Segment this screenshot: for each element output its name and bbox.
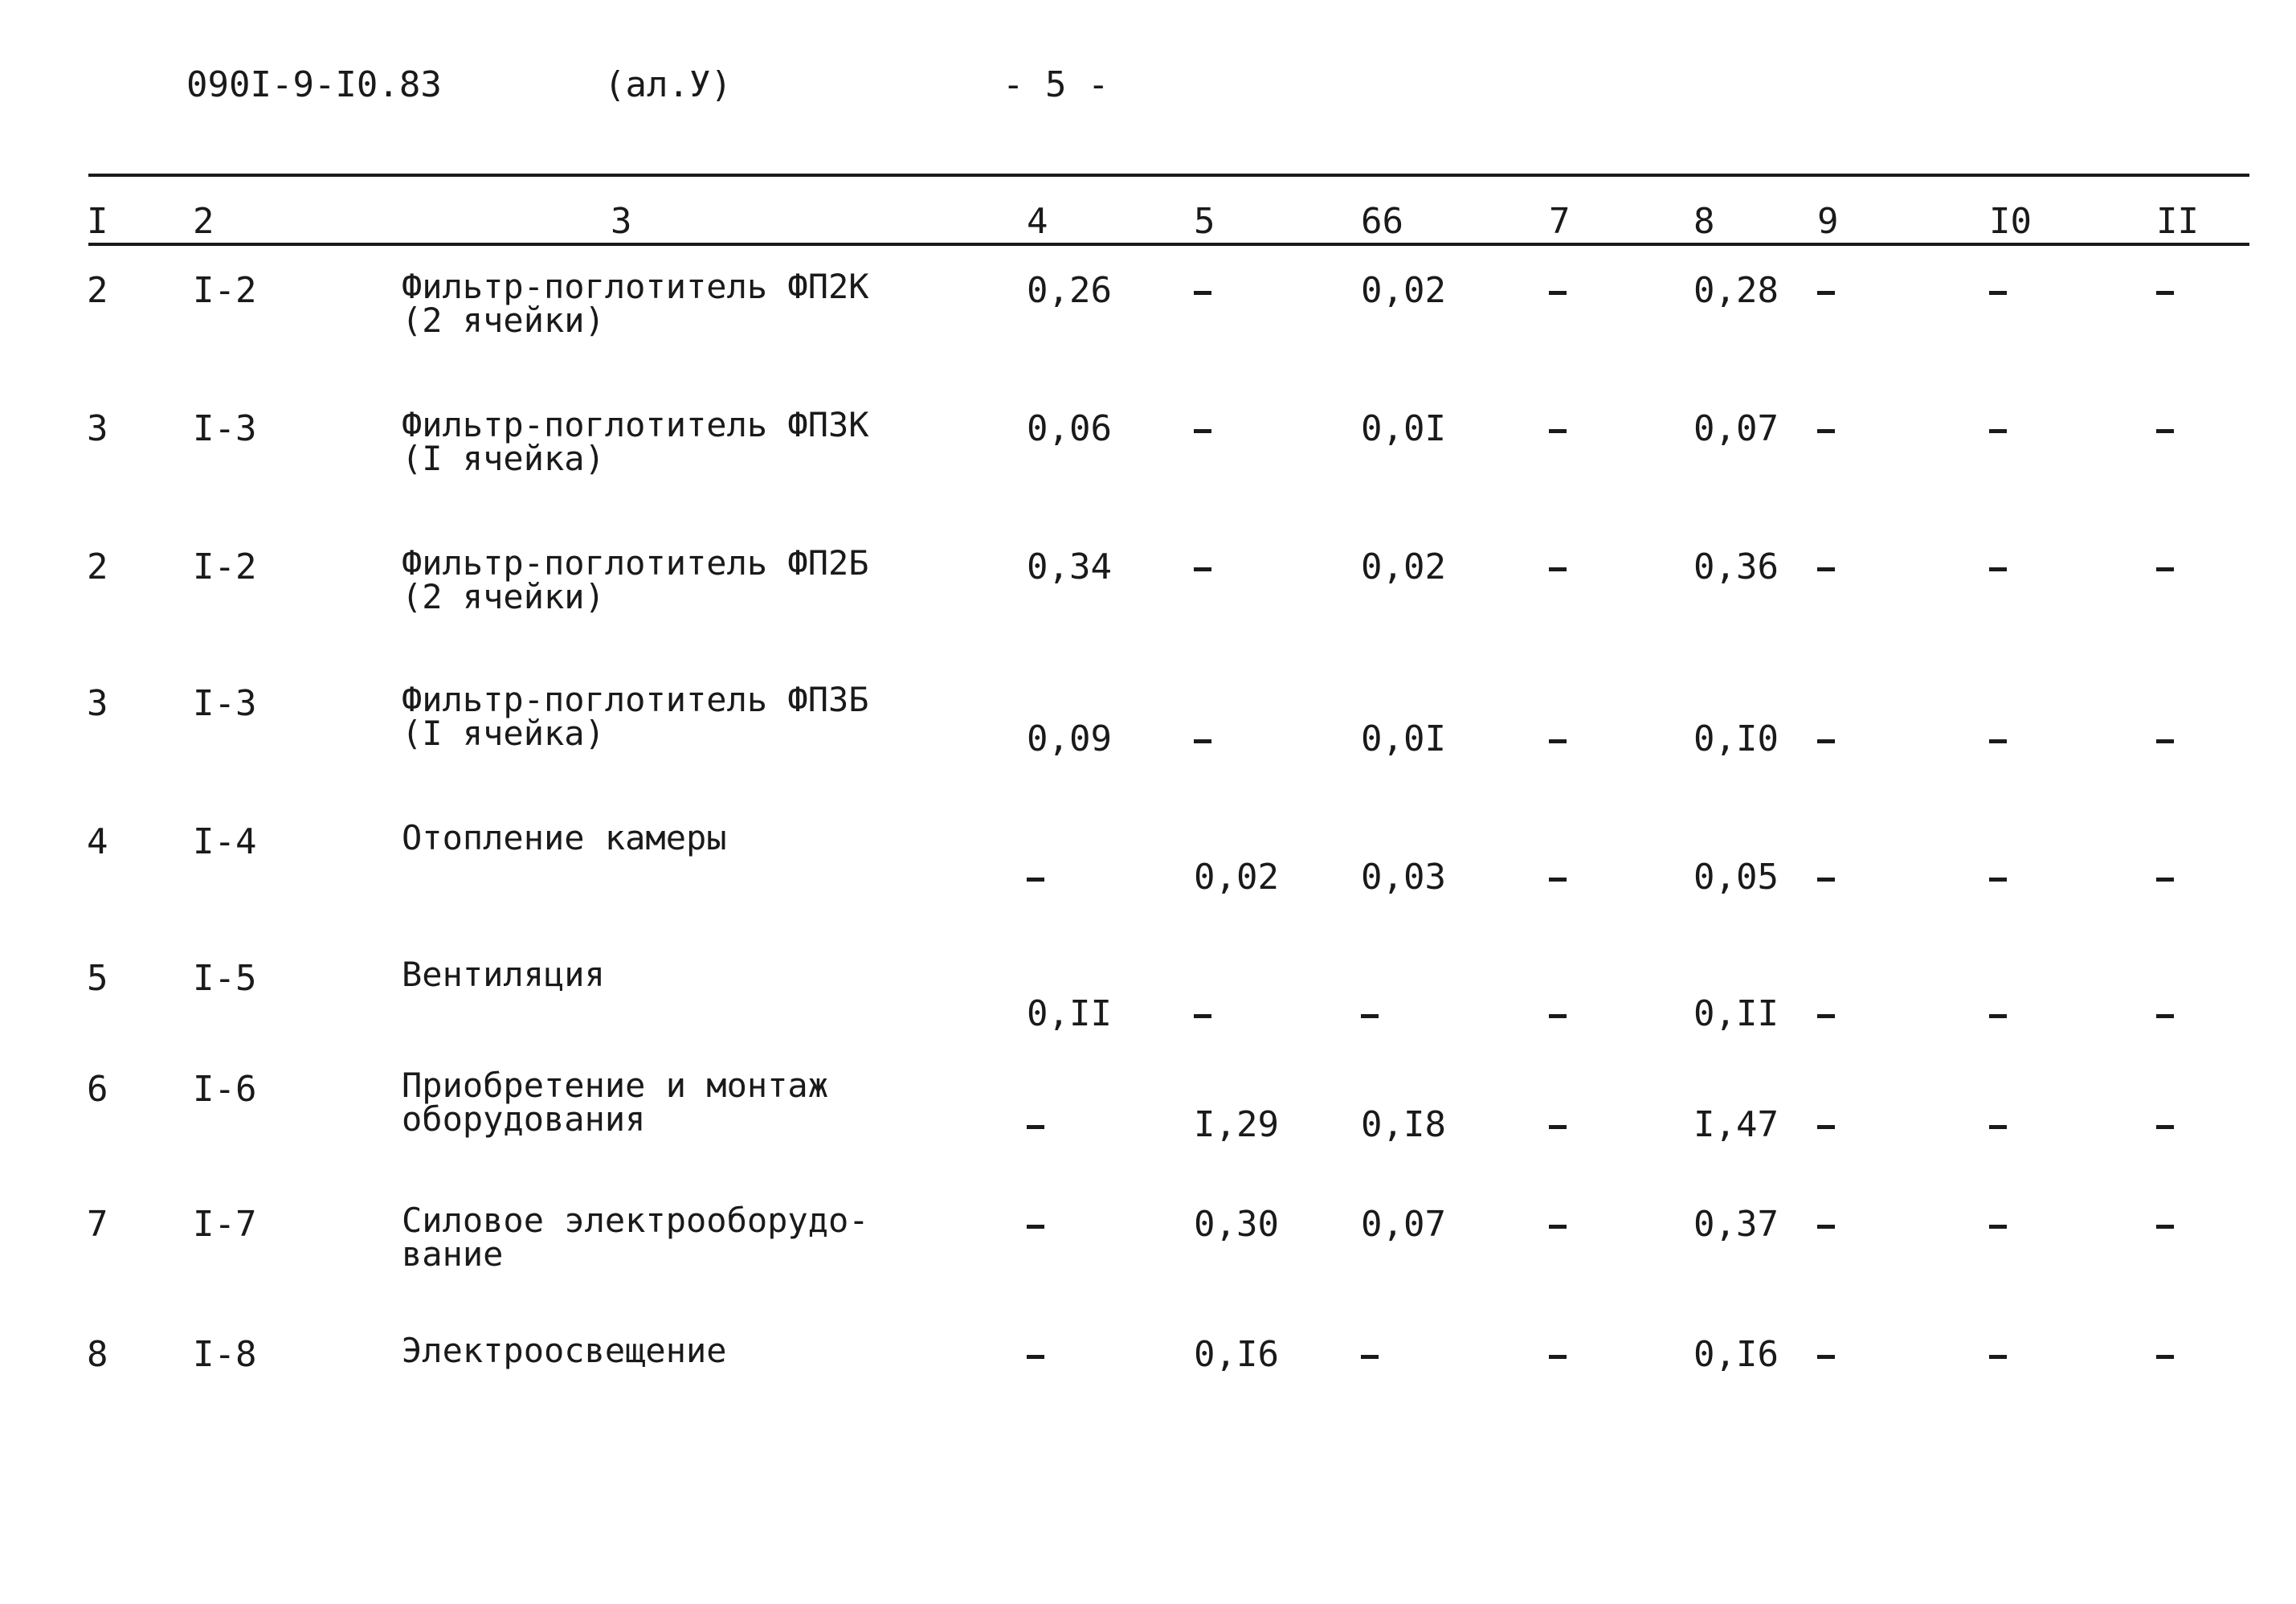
value-col-4 (1027, 1337, 1044, 1373)
description-line: (I ячейка) (402, 439, 605, 478)
dash-mark (1549, 1125, 1567, 1129)
description-line: (2 ячейки) (402, 577, 605, 616)
value-col-6: 0,0I (1361, 718, 1446, 759)
value-col-4: 0,09 (1027, 718, 1112, 759)
row-code: I-2 (193, 546, 257, 587)
value-col-8: 0,II (1693, 993, 1779, 1034)
value-col-6: 0,03 (1361, 857, 1446, 898)
row-code: I-8 (193, 1334, 257, 1375)
document-code: 090I-9-I0.83 (186, 64, 442, 105)
value-col-8: I,47 (1693, 1104, 1779, 1145)
dash-mark (1989, 567, 2007, 571)
value-col-5: 0,02 (1194, 857, 1279, 898)
value-col-6: 0,I8 (1361, 1104, 1446, 1145)
value-col-10 (1989, 996, 2007, 1032)
value-col-11 (2156, 273, 2174, 309)
dash-mark (2156, 567, 2174, 571)
row-number: 3 (87, 408, 108, 449)
row-description (402, 1331, 727, 1370)
dash-mark (1989, 878, 2007, 882)
value-col-11 (2156, 1337, 2174, 1373)
row-number: 5 (87, 958, 108, 999)
description-line: Фильтр-поглотитель ФП3К (402, 405, 869, 444)
dash-mark (1817, 739, 1835, 743)
value-col-8: 0,28 (1693, 270, 1779, 311)
dash-mark (1549, 1225, 1567, 1229)
value-col-9 (1817, 996, 1835, 1032)
value-col-6: 0,07 (1361, 1204, 1446, 1245)
dash-mark (1989, 1225, 2007, 1229)
description-line: оборудования (402, 1099, 646, 1139)
value-col-4: 0,II (1027, 993, 1112, 1034)
value-col-11 (2156, 996, 2174, 1032)
value-col-7 (1549, 996, 1567, 1032)
value-col-5 (1194, 722, 1211, 757)
dash-mark (1817, 1014, 1835, 1018)
value-col-4: 0,34 (1027, 546, 1112, 587)
column-header-2: 2 (193, 201, 214, 242)
column-header-10: I0 (1989, 201, 2032, 242)
value-col-7 (1549, 1207, 1567, 1242)
row-code: I-5 (193, 958, 257, 999)
value-col-4: 0,06 (1027, 408, 1112, 449)
value-col-5: I,29 (1194, 1104, 1279, 1145)
dash-mark (1989, 429, 2007, 433)
dash-mark (1817, 1355, 1835, 1359)
value-col-7 (1549, 273, 1567, 309)
description-line: Силовое электрооборудо- (402, 1201, 869, 1240)
value-col-10 (1989, 1107, 2007, 1143)
row-code: I-3 (193, 683, 257, 724)
value-col-10 (1989, 273, 2007, 309)
value-col-6: 0,02 (1361, 270, 1446, 311)
dash-mark (2156, 1225, 2174, 1229)
column-header-7: 7 (1549, 201, 1571, 242)
dash-mark (1989, 1014, 2007, 1018)
dash-mark (1361, 1355, 1379, 1359)
row-description (402, 543, 869, 616)
value-col-8: 0,07 (1693, 408, 1779, 449)
value-col-11 (2156, 722, 2174, 757)
row-description (402, 680, 869, 753)
value-col-11 (2156, 860, 2174, 895)
dash-mark (1194, 291, 1211, 295)
dash-mark (2156, 291, 2174, 295)
description-line: Приобретение и монтаж (402, 1066, 829, 1105)
table-header-rule (88, 243, 2249, 246)
column-header-1: I (87, 201, 108, 242)
row-code: I-7 (193, 1204, 257, 1245)
value-col-9 (1817, 1207, 1835, 1242)
value-col-10 (1989, 1337, 2007, 1373)
dash-mark (1817, 1125, 1835, 1129)
value-col-9 (1817, 860, 1835, 895)
dash-mark (2156, 739, 2174, 743)
description-line: Электроосвещение (402, 1331, 727, 1370)
dash-mark (1194, 429, 1211, 433)
dash-mark (1194, 1014, 1211, 1018)
value-col-4 (1027, 1207, 1044, 1242)
dash-mark (1027, 1355, 1044, 1359)
row-code: I-3 (193, 408, 257, 449)
value-col-8: 0,37 (1693, 1204, 1779, 1245)
description-line: вание (402, 1234, 504, 1274)
dash-mark (1194, 739, 1211, 743)
dash-mark (1817, 878, 1835, 882)
value-col-9 (1817, 722, 1835, 757)
dash-mark (1989, 1355, 2007, 1359)
dash-mark (1817, 291, 1835, 295)
value-col-8: 0,05 (1693, 857, 1779, 898)
value-col-4 (1027, 1107, 1044, 1143)
value-col-4: 0,26 (1027, 270, 1112, 311)
dash-mark (2156, 1125, 2174, 1129)
row-code: I-2 (193, 270, 257, 311)
page-number: - 5 - (1003, 64, 1109, 105)
value-col-7 (1549, 722, 1567, 757)
column-header-3: 3 (611, 201, 632, 242)
description-line: (2 ячейки) (402, 301, 605, 340)
dash-mark (1549, 739, 1567, 743)
value-col-7 (1549, 411, 1567, 447)
dash-mark (1549, 1355, 1567, 1359)
value-col-8: 0,I6 (1693, 1334, 1779, 1375)
dash-mark (1549, 567, 1567, 571)
dash-mark (1989, 291, 2007, 295)
row-description (402, 955, 605, 994)
row-number: 2 (87, 546, 108, 587)
value-col-10 (1989, 1207, 2007, 1242)
value-col-6: 0,0I (1361, 408, 1446, 449)
row-number: 6 (87, 1069, 108, 1110)
column-header-6: 66 (1361, 201, 1403, 242)
value-col-10 (1989, 722, 2007, 757)
dash-mark (1549, 429, 1567, 433)
description-line: Вентиляция (402, 955, 605, 994)
column-header-11: II (2156, 201, 2199, 242)
value-col-7 (1549, 550, 1567, 585)
row-code: I-4 (193, 821, 257, 862)
dash-mark (1194, 567, 1211, 571)
row-description (402, 405, 869, 478)
row-number: 7 (87, 1204, 108, 1245)
column-header-9: 9 (1817, 201, 1839, 242)
dash-mark (1361, 1014, 1379, 1018)
value-col-11 (2156, 411, 2174, 447)
table-top-rule (88, 174, 2249, 177)
description-line: (I ячейка) (402, 714, 605, 753)
row-description (402, 1201, 869, 1274)
row-number: 3 (87, 683, 108, 724)
row-number: 8 (87, 1334, 108, 1375)
dash-mark (2156, 429, 2174, 433)
dash-mark (1817, 567, 1835, 571)
value-col-5 (1194, 411, 1211, 447)
dash-mark (2156, 878, 2174, 882)
value-col-7 (1549, 1337, 1567, 1373)
dash-mark (1549, 291, 1567, 295)
dash-mark (2156, 1355, 2174, 1359)
description-line: Фильтр-поглотитель ФП2Б (402, 543, 869, 583)
row-description (402, 1066, 829, 1139)
dash-mark (1989, 739, 2007, 743)
value-col-5 (1194, 273, 1211, 309)
value-col-10 (1989, 411, 2007, 447)
row-number: 2 (87, 270, 108, 311)
dash-mark (1817, 1225, 1835, 1229)
row-description (402, 818, 727, 857)
value-col-10 (1989, 550, 2007, 585)
dash-mark (1817, 429, 1835, 433)
row-description (402, 267, 869, 340)
value-col-7 (1549, 1107, 1567, 1143)
value-col-5 (1194, 550, 1211, 585)
value-col-9 (1817, 1107, 1835, 1143)
value-col-6: 0,02 (1361, 546, 1446, 587)
value-col-5: 0,30 (1194, 1204, 1279, 1245)
value-col-8: 0,I0 (1693, 718, 1779, 759)
dash-mark (1549, 1014, 1567, 1018)
value-col-9 (1817, 273, 1835, 309)
value-col-6 (1361, 1337, 1379, 1373)
value-col-11 (2156, 550, 2174, 585)
row-number: 4 (87, 821, 108, 862)
value-col-8: 0,36 (1693, 546, 1779, 587)
column-header-5: 5 (1194, 201, 1215, 242)
dash-mark (1027, 1225, 1044, 1229)
column-header-4: 4 (1027, 201, 1048, 242)
value-col-9 (1817, 411, 1835, 447)
dash-mark (1989, 1125, 2007, 1129)
description-line: Фильтр-поглотитель ФП2К (402, 267, 869, 306)
dash-mark (1549, 878, 1567, 882)
value-col-11 (2156, 1207, 2174, 1242)
dash-mark (1027, 1125, 1044, 1129)
value-col-9 (1817, 1337, 1835, 1373)
dash-mark (2156, 1014, 2174, 1018)
description-line: Отопление камеры (402, 818, 727, 857)
value-col-10 (1989, 860, 2007, 895)
value-col-7 (1549, 860, 1567, 895)
album-label: (ал.У) (604, 64, 732, 105)
column-header-8: 8 (1693, 201, 1715, 242)
value-col-5 (1194, 996, 1211, 1032)
value-col-5: 0,I6 (1194, 1334, 1279, 1375)
value-col-9 (1817, 550, 1835, 585)
row-code: I-6 (193, 1069, 257, 1110)
value-col-6 (1361, 996, 1379, 1032)
value-col-4 (1027, 860, 1044, 895)
dash-mark (1027, 878, 1044, 882)
value-col-11 (2156, 1107, 2174, 1143)
description-line: Фильтр-поглотитель ФП3Б (402, 680, 869, 719)
